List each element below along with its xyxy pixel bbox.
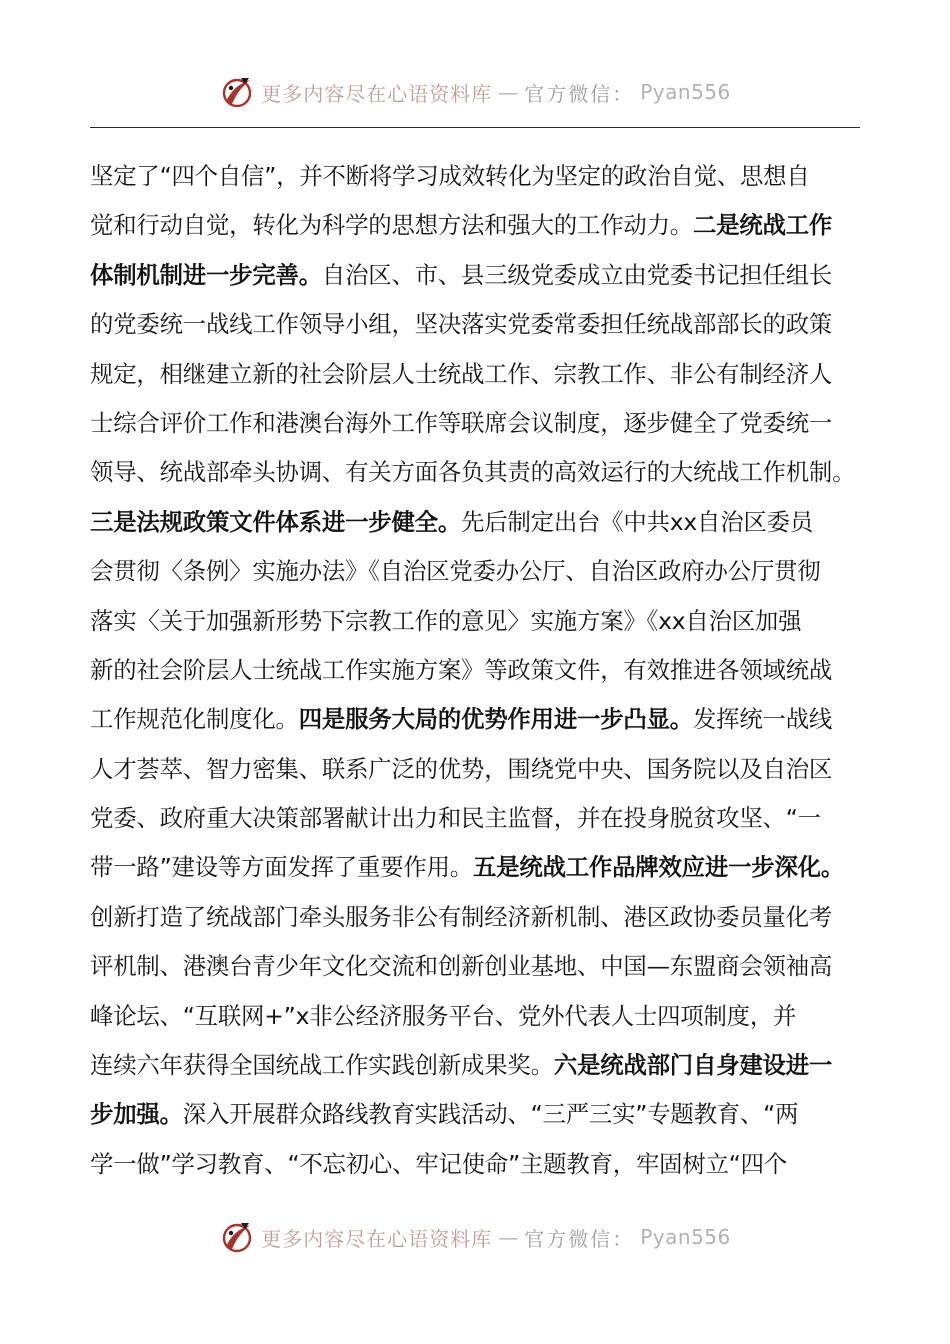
body-text: 会贯彻〈条例〉实施办法》《自治区党委办公厅、自治区政府办公厅贯彻 <box>90 557 821 586</box>
text-line <box>90 448 860 497</box>
document-body <box>90 152 860 1189</box>
text-line <box>90 300 860 349</box>
body-text: 落实〈关于加强新形势下宗教工作的意见〉实施方案》《xx自治区加强 <box>90 606 802 635</box>
body-text: 党委、政府重大决策部署献计出力和民主监督，并在投身脱贫攻坚、“一 <box>90 804 821 833</box>
text-line <box>90 1140 860 1189</box>
header-wechat-label: 官方微信： <box>524 81 635 106</box>
text-line <box>90 646 860 695</box>
body-text: 领导、统战部牵头协调、有关方面各负其责的高效运行的大统战工作机制。 <box>90 458 856 487</box>
header-wechat-account: Pyan556 <box>640 80 731 104</box>
bold-heading-text: 三是法规政策文件体系进一步健全。 <box>90 507 462 536</box>
body-text: 先后制定出台《中共xx自治区委员 <box>461 507 814 536</box>
body-text: 自治区、市、县三级党委成立由党委书记担任组长 <box>321 260 833 289</box>
text-line <box>90 498 860 547</box>
header-brand-text: 更多内容尽在心语资料库 <box>261 81 493 106</box>
text-line <box>90 695 860 744</box>
body-text: 的党委统一战线工作领导小组，坚决落实党委常委担任统战部部长的政策 <box>90 310 833 339</box>
body-text: 士综合评价工作和港澳台海外工作等联席会议制度，逐步健全了党委统一 <box>90 408 833 437</box>
body-text: 规定，相继建立新的社会阶层人士统战工作、宗教工作、非公有制经济人 <box>90 359 833 388</box>
logo-icon <box>219 1219 255 1255</box>
text-line <box>90 201 860 250</box>
logo-icon <box>219 74 255 110</box>
text-line <box>90 597 860 646</box>
body-text: 创新打造了统战部门牵头服务非公有制经济新机制、港区政协委员量化考 <box>90 902 833 931</box>
text-line <box>90 547 860 596</box>
text-line <box>90 1090 860 1139</box>
text-line <box>90 350 860 399</box>
bold-heading-text: 六是统战部门自身建设进一 <box>553 1051 833 1080</box>
text-line <box>90 152 860 201</box>
body-text: 深入开展群众路线教育实践活动、“三严三实”专题教育、“两 <box>182 1100 799 1129</box>
text-line <box>90 893 860 942</box>
body-text: 工作规范化制度化。 <box>90 705 299 734</box>
body-text: 峰论坛、“互联网+”x非公经济服务平台、党外代表人士四项制度，并 <box>90 1001 797 1030</box>
footer-banner <box>0 1217 950 1257</box>
body-text: 评机制、港澳台青少年文化交流和创新创业基地、中国—东盟商会领袖高 <box>90 952 833 981</box>
bold-heading-text: 四是服务大局的优势作用进一步凸显。 <box>298 705 693 734</box>
body-text: 人才荟萃、智力密集、联系广泛的优势，围绕党中央、国务院以及自治区 <box>90 754 833 783</box>
footer-brand-text: 更多内容尽在心语资料库 <box>261 1226 493 1251</box>
text-line <box>90 1041 860 1090</box>
header-divider <box>90 127 860 128</box>
footer-wechat-label: 官方微信： <box>524 1226 635 1251</box>
body-text: 发挥统一战线 <box>692 705 833 734</box>
body-text: 新的社会阶层人士统战工作实施方案》等政策文件，有效推进各领域统战 <box>90 655 833 684</box>
text-line <box>90 843 860 892</box>
text-line <box>90 794 860 843</box>
body-text: 觉和行动自觉，转化为科学的思想方法和强大的工作动力。 <box>90 211 693 240</box>
text-line <box>90 745 860 794</box>
bold-heading-text: 步加强。 <box>90 1100 183 1129</box>
body-text: 学一做”学习教育、“不忘初心、牢记使命”主题教育，牢固树立“四个 <box>90 1149 788 1178</box>
text-line <box>90 251 860 300</box>
body-text: 连续六年获得全国统战工作实践创新成果奖。 <box>90 1051 554 1080</box>
header-dash: — <box>498 80 519 104</box>
text-line <box>90 942 860 991</box>
bold-heading-text: 体制机制进一步完善。 <box>90 260 322 289</box>
bold-heading-text: 五是统战工作品牌效应进一步深化。 <box>472 853 845 882</box>
body-text: 坚定了“四个自信”，并不断将学习成效转化为坚定的政治自觉、思想自 <box>90 162 810 190</box>
bold-heading-text: 二是统战工作 <box>692 211 833 240</box>
header-banner <box>0 72 950 112</box>
footer-dash: — <box>498 1225 519 1249</box>
footer-wechat-account: Pyan556 <box>640 1225 731 1249</box>
text-line <box>90 399 860 448</box>
text-line <box>90 992 860 1041</box>
body-text: 带一路”建设等方面发挥了重要作用。 <box>90 853 473 882</box>
